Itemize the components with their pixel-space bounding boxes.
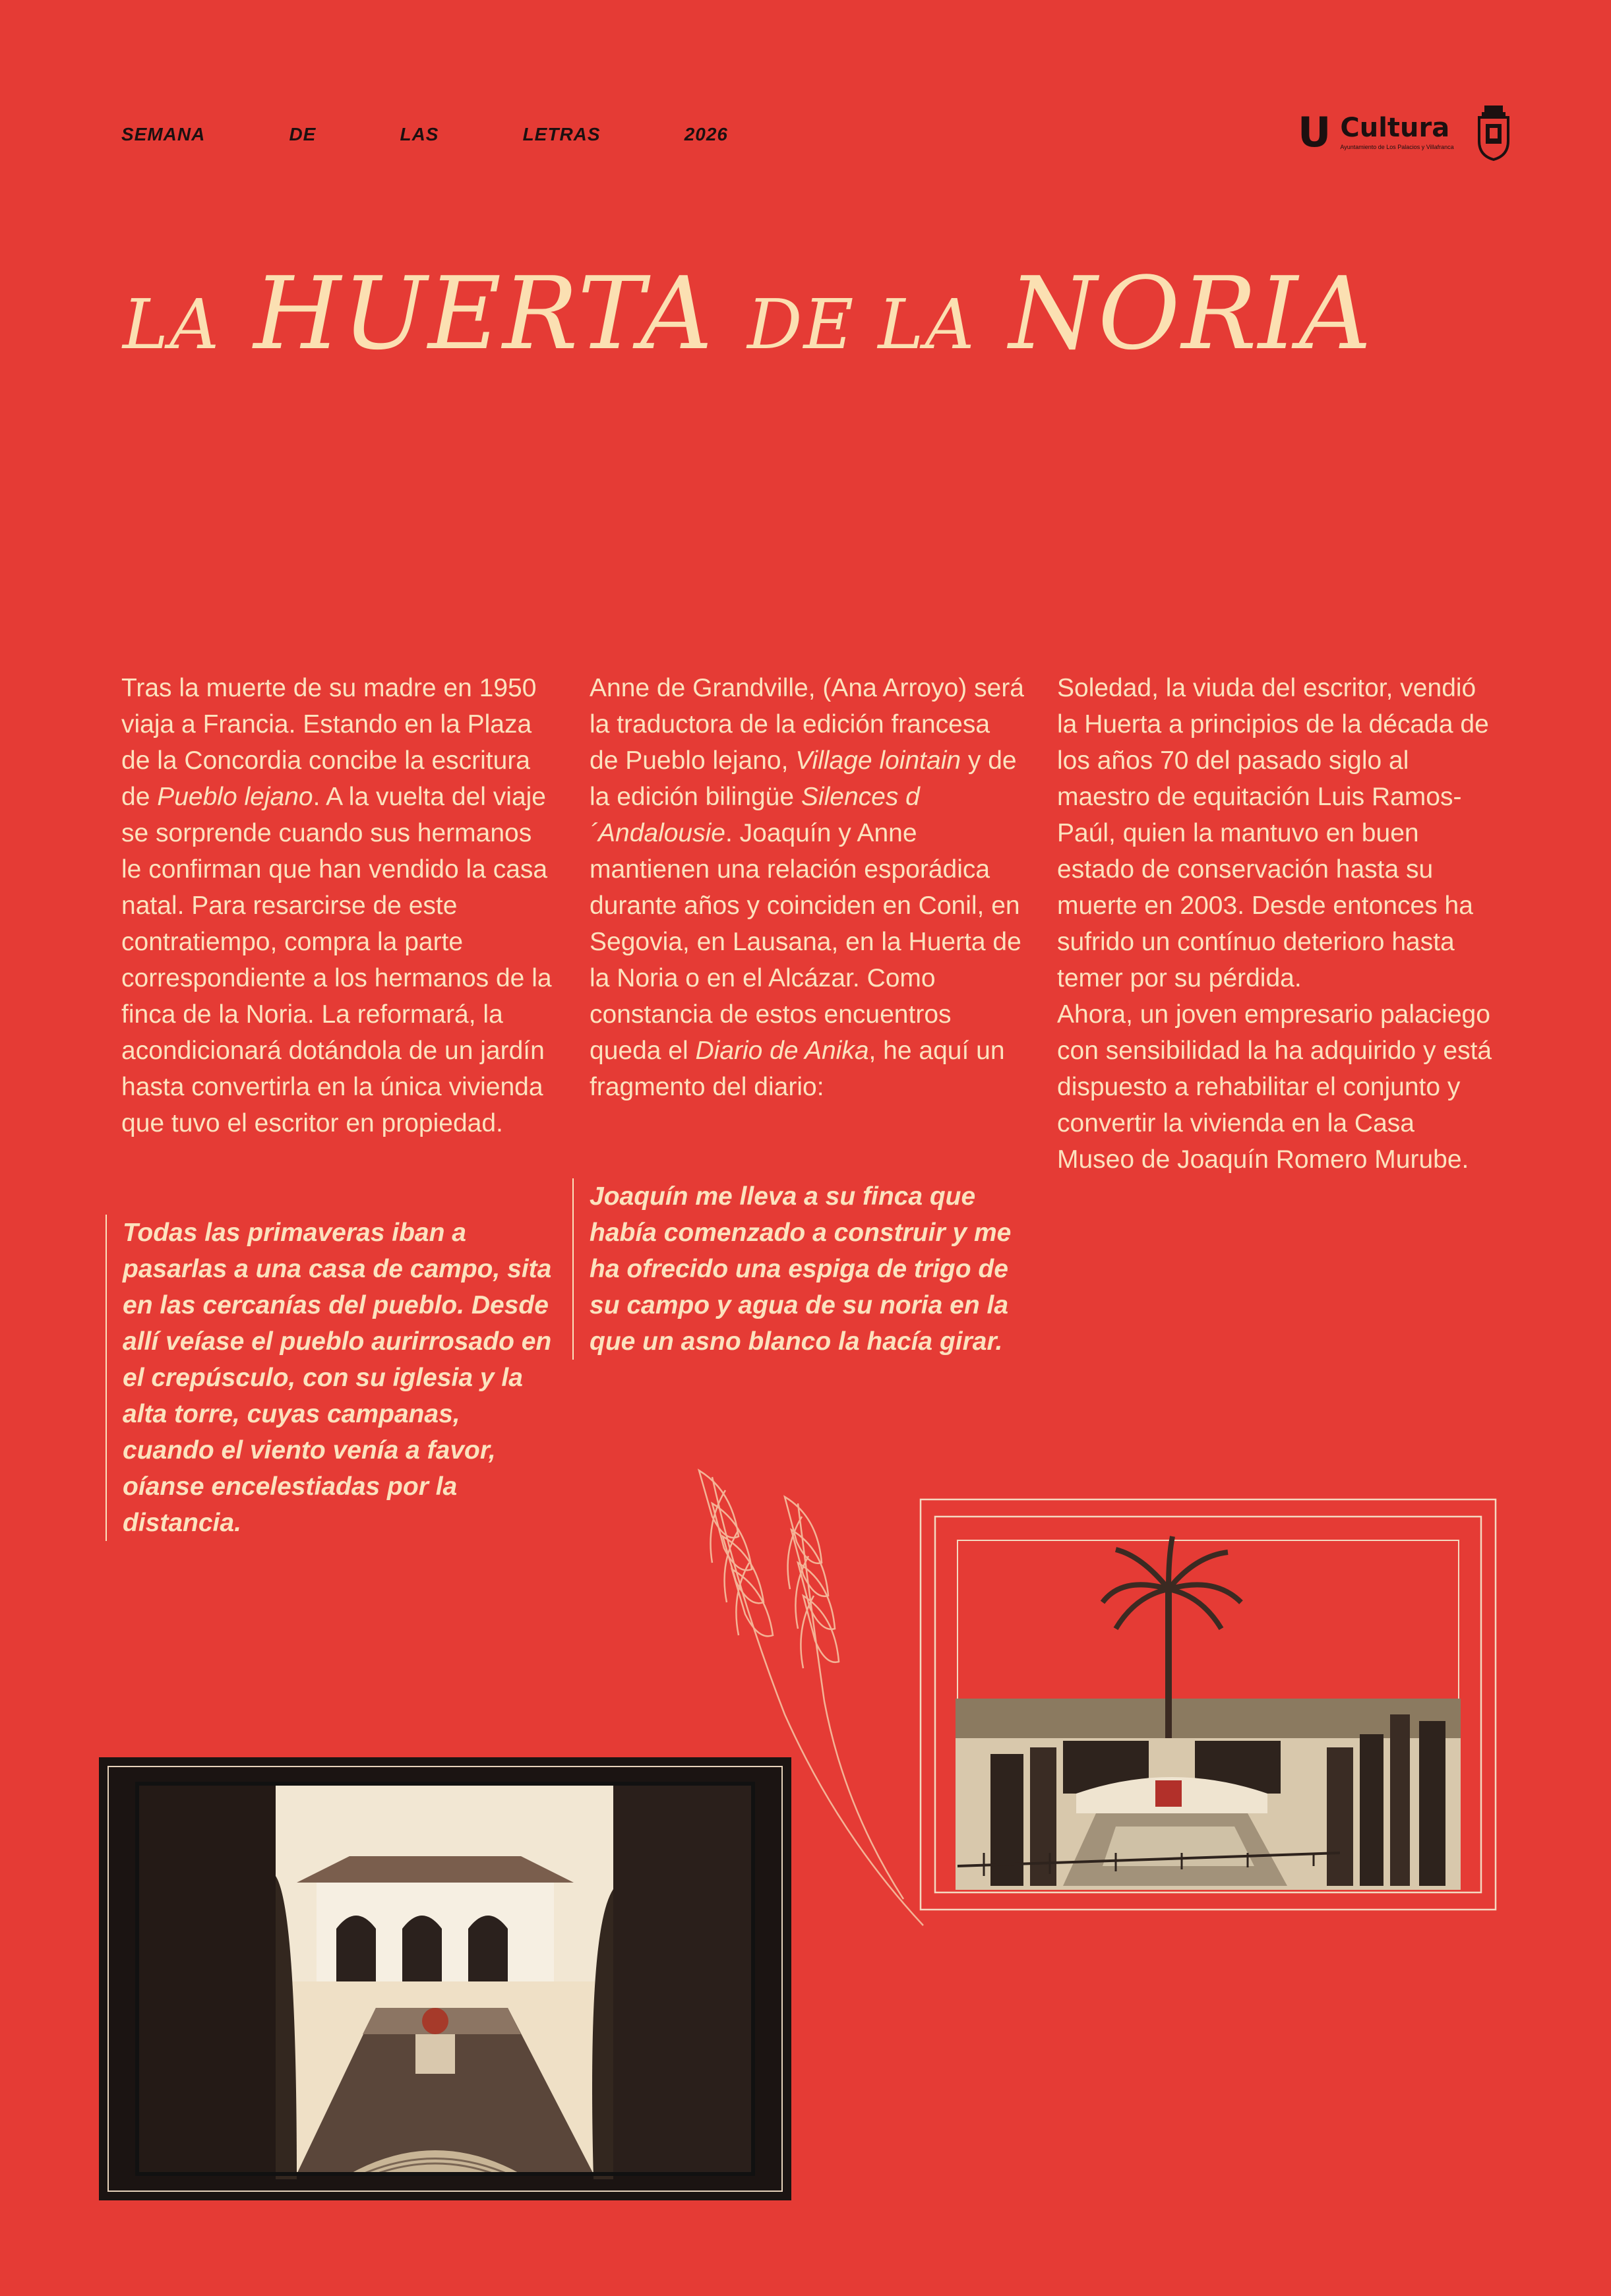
header-word-letras: LETRAS bbox=[522, 124, 601, 144]
header-word-year: 2026 bbox=[684, 124, 728, 144]
title-part-de-la: DE LA bbox=[747, 284, 976, 365]
cultura-logo bbox=[1298, 106, 1512, 160]
title-part-la: LA bbox=[123, 284, 221, 365]
text-run: . A la vuelta del viaje se sorprende cuando sus hermanos le confirman que han vendido la casa natal. Para resarcirse de este contratiempo, compra la parte correspondiente a los hermanos de la finca de la Noria. La reformará, la acondicionará dotándola de un jardín hasta convertirla en la única vivienda que tuvo el escritor en propiedad. bbox=[121, 783, 552, 1137]
logo-text bbox=[1340, 115, 1453, 150]
book-title-village-lointain: Village lointain bbox=[795, 746, 961, 775]
event-header bbox=[121, 121, 728, 148]
text-run: . Joaquín y Anne mantienen una relación esporádica durante años y coinciden en Conil, en Segovia, en Lausana, en la Huerta de la Noria o en el Alcázar. Como constancia de estos encuentros queda el bbox=[590, 819, 1021, 1065]
photo-hacienda-courtyard bbox=[99, 1757, 791, 2200]
column-3-paragraph-1: Soledad, la viuda del escritor, vendió la Huerta a principios de la década de los años 70 del pasado siglo al maestro de equitación Luis Ramos- Paúl, quien la mantuvo en buen estado de conservación hasta su muerte en 2003. Desde entonces ha sufrido un contínuo deterioro hasta temer por su pérdida. bbox=[1057, 674, 1489, 992]
quote-block-1: Todas las primaveras iban a pasarlas a una casa de campo, sita en las cercanías del pueblo. Desde allí veíase el pueblo aurirrosado en el crepúsculo, con su iglesia y la alta torre, cuyas campanas, cuando el viento venía a favor, oíanse encelestiadas por la distancia. bbox=[106, 1215, 558, 1541]
text-run: , he aquí un fragmento del diario: bbox=[590, 1037, 1005, 1101]
header-word-de: DE bbox=[289, 124, 317, 144]
header-word-semana: SEMANA bbox=[121, 124, 206, 144]
column-3-paragraph-2: Ahora, un joven empresario palaciego con sensibilidad la ha adquirido y está dispuesto a rehabilitar el conjunto y convertir la vivienda en la Casa Museo de Joaquín Romero Murube. bbox=[1057, 1000, 1492, 1174]
page-title bbox=[123, 255, 1507, 372]
book-title-pueblo-lejano: Pueblo lejano bbox=[157, 783, 313, 811]
quote-block-2: Joaquín me lleva a su finca que había comenzado a construir y me ha ofrecido una espiga de trigo de su campo y agua de su noria en la que un asno blanco la hacía girar. bbox=[572, 1178, 1045, 1360]
text-column-1 bbox=[121, 670, 557, 1141]
photo-garden-svg bbox=[918, 1497, 1498, 1912]
logo-subtitle: Ayuntamiento de Los Palacios y Villafranca bbox=[1340, 144, 1454, 150]
text-column-2 bbox=[590, 670, 1025, 1105]
text-run: Tras la muerte de su madre en 1950 viaja a Francia. Estando en la Plaza de la Concordia concibe la escritura de bbox=[121, 674, 537, 811]
coat-of-arms-icon bbox=[1475, 104, 1512, 161]
book-title-diario-de-anika: Diario de Anika bbox=[695, 1037, 869, 1065]
title-part-noria: NORIA bbox=[1008, 255, 1373, 372]
text-run: y de la edición bilingüe bbox=[590, 746, 1017, 811]
logo-word: Cultura bbox=[1340, 113, 1450, 143]
column-1-paragraph bbox=[121, 670, 557, 1141]
logo-mark: U bbox=[1298, 108, 1331, 156]
text-column-3 bbox=[1057, 670, 1492, 1178]
text-run: Anne de Grandville, (Ana Arroyo) será la traductora de la edición francesa de Pueblo lejano, bbox=[590, 674, 1025, 775]
book-title-silences: Silences d´Andalousie bbox=[590, 783, 920, 847]
title-part-huerta: HUERTA bbox=[253, 255, 714, 372]
photo-garden-palm bbox=[918, 1497, 1498, 1912]
header-word-las: LAS bbox=[400, 124, 439, 144]
photo-hacienda-svg bbox=[99, 1757, 791, 2200]
column-2-paragraph bbox=[590, 670, 1025, 1105]
